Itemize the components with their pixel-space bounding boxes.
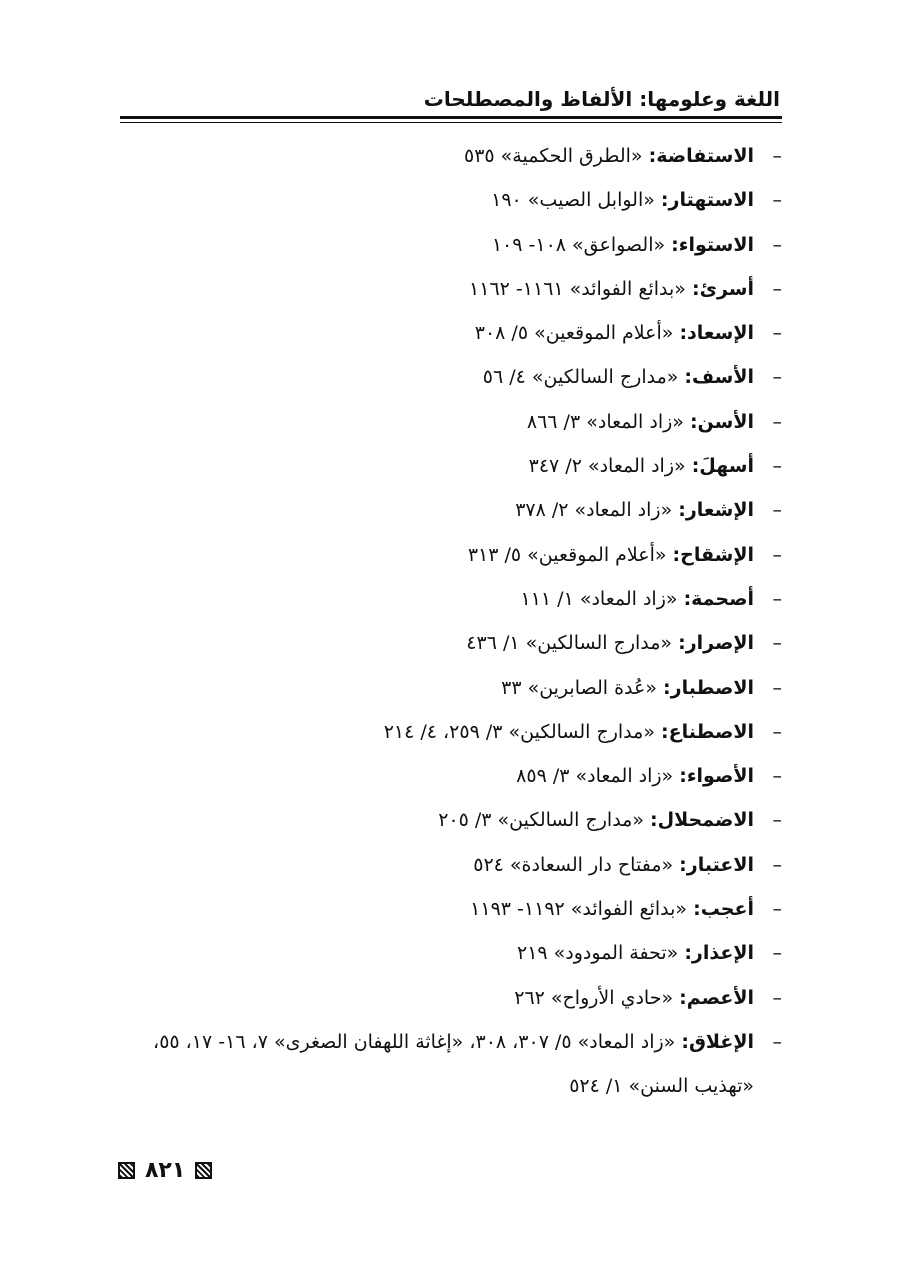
page-number: ٨٢١ <box>145 1157 186 1183</box>
index-entry <box>100 887 782 931</box>
index-entry <box>100 134 782 178</box>
entry-reference: «زاد المعاد» ٣/ ٨٥٩ <box>516 765 674 788</box>
entry-dash: – <box>772 455 782 478</box>
index-entry <box>100 666 782 710</box>
entry-term: الأعصم: <box>679 986 754 1009</box>
entry-term: الاصطبار: <box>663 676 754 699</box>
entry-term: الإصرار: <box>678 632 754 655</box>
entry-reference: «زاد المعاد» ٢/ ٣٤٧ <box>528 455 686 478</box>
index-entry <box>100 843 782 887</box>
index-entries <box>100 134 782 1108</box>
entry-reference: «مدارج السالكين» ٤/ ٥٦ <box>482 366 679 389</box>
index-entry <box>100 710 782 754</box>
entry-reference: «زاد المعاد» ٥/ ٣٠٧، ٣٠٨، «إغاثة اللهفان الصغرى» ٧، ١٦- ١٧، ٥٥، «تهذيب السنن» ١/ ٥٢٤ <box>153 1030 754 1097</box>
entry-term: الإشقاح: <box>672 543 754 566</box>
index-entry <box>100 488 782 532</box>
entry-term: أسهلَ: <box>691 455 754 478</box>
index-entry <box>100 444 782 488</box>
ornament-left-icon <box>118 1162 135 1179</box>
entry-dash: – <box>772 1030 782 1053</box>
entry-dash: – <box>772 676 782 699</box>
entry-dash: – <box>772 632 782 655</box>
index-entry <box>100 311 782 355</box>
index-entry <box>100 400 782 444</box>
entry-reference: «زاد المعاد» ٢/ ٣٧٨ <box>515 499 673 522</box>
entry-dash: – <box>772 765 782 788</box>
entry-dash: – <box>772 853 782 876</box>
entry-dash: – <box>772 145 782 167</box>
entry-dash: – <box>772 720 782 743</box>
entry-reference: «زاد المعاد» ٣/ ٨٦٦ <box>526 410 684 433</box>
entry-term: الأسن: <box>689 410 754 433</box>
index-entry <box>100 754 782 798</box>
index-entry <box>100 223 782 267</box>
running-header <box>120 84 782 123</box>
entry-dash: – <box>772 499 782 522</box>
entry-reference: «الصواعق» ١٠٨- ١٠٩ <box>491 233 666 256</box>
entry-term: الإشعار: <box>678 499 754 522</box>
entry-reference: «أعلام الموقعين» ٥/ ٣١٣ <box>467 543 667 566</box>
entry-reference: «مدارج السالكين» ١/ ٤٣٦ <box>466 632 673 655</box>
entry-term: الأسف: <box>684 366 754 389</box>
entry-reference: «زاد المعاد» ١/ ١١١ <box>520 587 678 610</box>
index-entry <box>100 621 782 665</box>
entry-reference: «عُدة الصابرين» ٣٣ <box>501 676 657 699</box>
ornament-right-icon <box>195 1162 212 1179</box>
entry-term: الاصطناع: <box>661 720 754 743</box>
header-rule-thin <box>120 122 782 123</box>
index-entry <box>100 577 782 621</box>
entry-dash: – <box>772 366 782 389</box>
entry-reference: «مفتاح دار السعادة» ٥٢٤ <box>473 853 674 876</box>
entry-reference: «مدارج السالكين» ٣/ ٢٠٥ <box>438 809 644 832</box>
entry-reference: «مدارج السالكين» ٣/ ٢٥٩، ٤/ ٢١٤ <box>383 720 655 743</box>
index-entry <box>100 798 782 842</box>
entry-term: الاستفاضة: <box>648 145 754 167</box>
entry-reference: «حادي الأرواح» ٢٦٢ <box>514 986 674 1009</box>
index-entry <box>100 178 782 222</box>
entry-reference: «الطرق الحكمية» ٥٣٥ <box>464 145 643 167</box>
entry-reference: «الوابل الصيب» ١٩٠ <box>491 189 655 212</box>
page-footer <box>118 1150 212 1190</box>
entry-term: الاعتبار: <box>679 853 754 876</box>
entry-dash: – <box>772 189 782 212</box>
running-header-title: اللغة وعلومها: الألفاظ والمصطلحات <box>423 87 780 111</box>
entry-dash: – <box>772 898 782 921</box>
entry-dash: – <box>772 942 782 965</box>
entry-term: أصحمة: <box>683 587 754 610</box>
entry-term: الإغلاق: <box>681 1030 754 1053</box>
entry-reference: «بدائع الفوائد» ١١٦١- ١١٦٢ <box>469 277 686 300</box>
header-rule-thick <box>120 116 782 119</box>
entry-dash: – <box>772 277 782 300</box>
entry-dash: – <box>772 986 782 1009</box>
entry-term: الأصواء: <box>679 765 754 788</box>
entry-term: الإعذار: <box>684 942 754 965</box>
entry-term: الاضمحلال: <box>650 809 754 832</box>
entry-reference: «تحفة المودود» ٢١٩ <box>517 942 679 965</box>
entry-dash: – <box>772 410 782 433</box>
entry-reference: «بدائع الفوائد» ١١٩٢- ١١٩٣ <box>470 898 688 921</box>
entry-dash: – <box>772 809 782 832</box>
entry-term: أسرئ: <box>691 277 754 300</box>
index-entry <box>100 976 782 1020</box>
index-entry <box>100 931 782 975</box>
entry-dash: – <box>772 322 782 345</box>
entry-reference: «أعلام الموقعين» ٥/ ٣٠٨ <box>474 322 674 345</box>
entry-dash: – <box>772 233 782 256</box>
entry-dash: – <box>772 543 782 566</box>
entry-term: الاستهتار: <box>660 189 754 212</box>
index-entry <box>100 1020 782 1108</box>
entry-term: أعجب: <box>693 898 754 921</box>
entry-dash: – <box>772 587 782 610</box>
entry-term: الإسعاد: <box>679 322 754 345</box>
entry-term: الاستواء: <box>671 233 754 256</box>
index-entry <box>100 267 782 311</box>
index-entry <box>100 355 782 399</box>
index-entry <box>100 533 782 577</box>
